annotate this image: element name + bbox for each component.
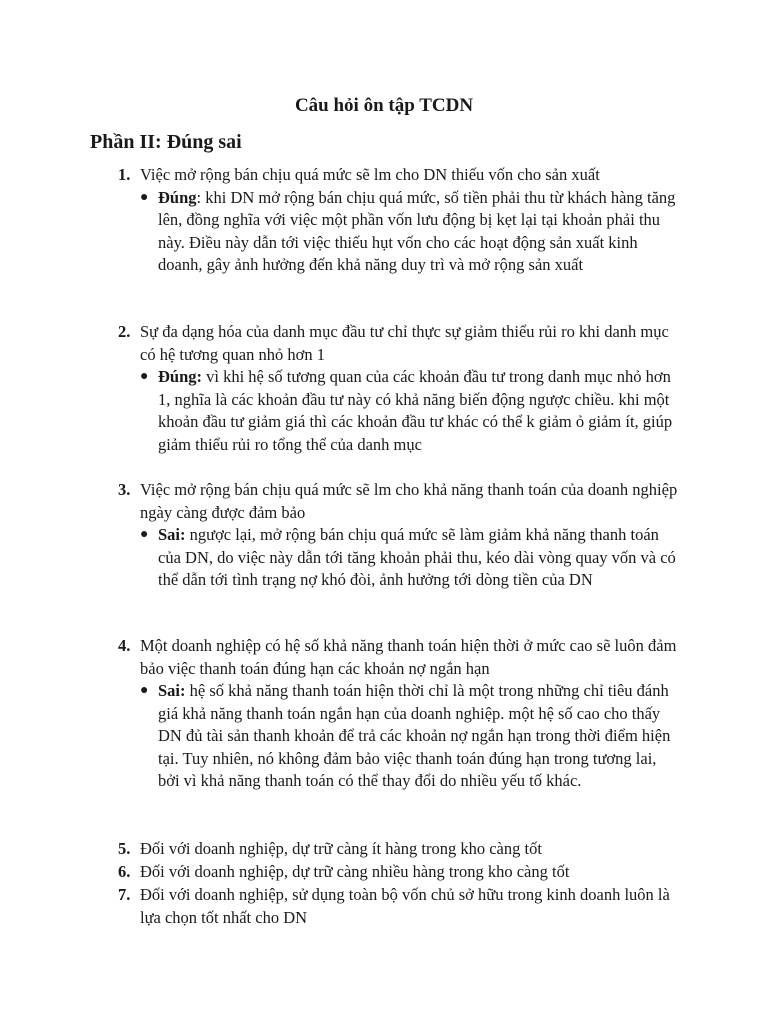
question-statement: Sự đa dạng hóa của danh mục đầu tư chỉ thực sự giảm thiểu rủi ro khi danh mục có hệ tương quan nhỏ hơn 1	[140, 322, 669, 364]
question-2	[118, 321, 678, 456]
section-heading: Phần II: Đúng sai	[90, 131, 242, 153]
answer-item	[140, 680, 678, 793]
question-7	[118, 884, 678, 929]
question-number: 1.	[118, 165, 131, 184]
question-text	[118, 321, 678, 366]
answer-item	[140, 366, 678, 456]
answer-item	[140, 187, 678, 277]
question-statement: Một doanh nghiệp có hệ số khả năng thanh toán hiện thời ở mức cao sẽ luôn đảm bảo việc thanh toán đúng hạn các khoản nợ ngắn hạn	[140, 636, 677, 678]
answer-explanation: vì khi hệ số tương quan của các khoản đầu tư trong danh mục nhỏ hơn 1, nghĩa là các khoản đầu tư này có khả năng biến động ngược chiều. khi một khoản đầu tư giảm giá thì các khoản đầu tư khác có thể k giảm ỏ giảm ít, giúp giảm thiểu rủi ro tổng thể của danh mục	[158, 367, 673, 454]
question-statement: Đối với doanh nghiệp, dự trữ càng nhiều hàng trong kho càng tốt	[140, 862, 570, 881]
answer-verdict: Sai:	[158, 525, 186, 544]
bullet-icon: ●	[140, 683, 149, 698]
question-6	[118, 861, 678, 884]
question-1	[118, 164, 678, 277]
question-statement: Đối với doanh nghiệp, dự trữ càng ít hàng trong kho càng tốt	[140, 839, 542, 858]
answer-verdict: Sai:	[158, 681, 186, 700]
question-4	[118, 635, 678, 793]
question-text	[118, 164, 678, 187]
question-text	[118, 884, 678, 929]
answer-item	[140, 524, 678, 592]
question-statement: Đối với doanh nghiệp, sử dụng toàn bộ vốn chủ sở hữu trong kinh doanh luôn là lựa chọn tốt nhất cho DN	[140, 885, 670, 927]
question-number: 4.	[118, 636, 131, 655]
question-number: 2.	[118, 322, 131, 341]
question-text	[118, 479, 678, 524]
bullet-icon: ●	[140, 369, 149, 384]
question-5	[118, 838, 678, 861]
question-number: 5.	[118, 839, 131, 858]
answer-explanation: hệ số khả năng thanh toán hiện thời chỉ là một trong những chỉ tiêu đánh giá khả năng thanh toán ngắn hạn của doanh nghiệp. một hệ số cao cho thấy DN đủ tài sản thanh khoản để trả các khoản nợ ngắn hạn trong thời điểm hiện tại. Tuy nhiên, nó không đảm bảo việc thanh toán đúng hạn trong tương lai, bởi vì khả năng thanh toán có thể thay đổi do nhiều yếu tố khác.	[158, 681, 671, 790]
bullet-icon: ●	[140, 189, 149, 205]
question-statement: Việc mở rộng bán chịu quá mức sẽ lm cho DN thiếu vốn cho sản xuất	[140, 165, 600, 184]
answer-explanation: : khi DN mở rộng bán chịu quá mức, số tiền phải thu từ khách hàng tăng lên, đồng nghĩa với việc một phần vốn lưu động bị kẹt lại tại khoản phải thu này. Điều này dẫn tới việc thiếu hụt vốn cho các hoạt động sản xuất kinh doanh, gây ảnh hưởng đến khả năng duy trì và mở rộng sản xuất	[158, 187, 676, 274]
answer-verdict: Đúng:	[158, 367, 203, 386]
question-text	[118, 838, 678, 861]
bullet-icon: ●	[140, 527, 149, 542]
question-3	[118, 479, 678, 592]
document-title: Câu hỏi ôn tập TCDN	[294, 95, 474, 116]
question-text	[118, 635, 678, 680]
answer-verdict: Đúng	[158, 187, 197, 207]
question-text	[118, 861, 678, 884]
question-statement: Việc mở rộng bán chịu quá mức sẽ lm cho khả năng thanh toán của doanh nghiệp ngày càng được đảm bảo	[140, 480, 678, 522]
question-number: 6.	[118, 862, 131, 881]
question-number: 7.	[118, 885, 131, 904]
question-number: 3.	[118, 480, 131, 499]
answer-explanation: ngược lại, mở rộng bán chịu quá mức sẽ làm giảm khả năng thanh toán của DN, do việc này dẫn tới tăng khoản phải thu, kéo dài vòng quay vốn và có thể dẫn tới tình trạng nợ khó đòi, ảnh hưởng tới dòng tiền của DN	[158, 525, 676, 589]
